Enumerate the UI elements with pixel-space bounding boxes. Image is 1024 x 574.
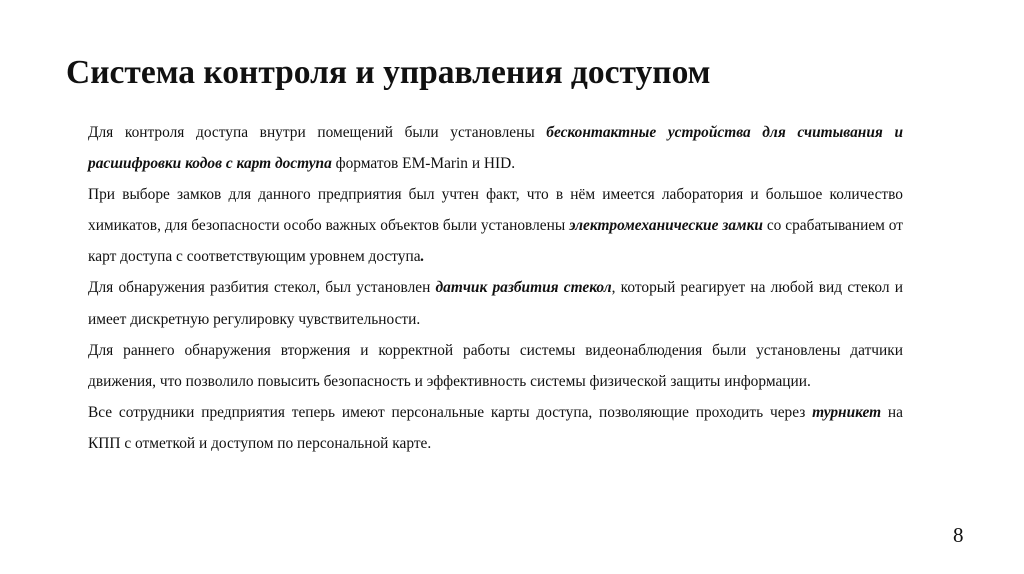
text-run: При выборе замков для данного предприятия был учтен факт, что в нём имеется лаборатория и большое количество химикатов, для безопасности особо важных объектов были установлены [88, 186, 903, 235]
text-run: на КПП с отметкой и доступом по персональной карте. [88, 403, 903, 452]
slide-body [88, 117, 903, 459]
paragraph-card-readers [88, 117, 903, 179]
text-run: со срабатыванием от карт доступа с соответствующим уровнем доступа [88, 217, 904, 266]
paragraph-glass-break-sensor [88, 272, 903, 334]
text-run: Для раннего обнаружения вторжения и корректной работы системы видеонаблюдения были установлены датчики движения, что позволило повысить безопасность и эффективность системы физической защиты информации. [88, 341, 903, 390]
paragraph-motion-sensors [88, 335, 903, 397]
text-run: Для обнаружения разбития стекол, был установлен [88, 279, 436, 297]
text-run: Все сотрудники предприятия теперь имеют персональные карты доступа, позволяющие проходить через [88, 403, 813, 421]
text-run: форматов EM-Marin и HID. [331, 155, 516, 173]
paragraph-locks [88, 179, 903, 272]
text-run: Для контроля доступа внутри помещений были установлены [88, 124, 547, 141]
emphasis-run: датчик разбития стекол [435, 279, 612, 297]
emphasis-run: турникет [812, 403, 882, 421]
emphasis-run: . [420, 248, 425, 266]
text-run: , который реагирует на любой вид стекол и имеет дискретную регулировку чувствительности. [88, 279, 904, 328]
paragraph-turnstile [88, 397, 903, 459]
slide-title: Система контроля и управления доступом [66, 54, 711, 91]
emphasis-run: электромеханические замки [569, 217, 763, 235]
page-number: 8 [953, 523, 964, 547]
emphasis-run: бесконтактные устройства для считывания и расшифровки кодов с карт доступа [88, 124, 904, 173]
